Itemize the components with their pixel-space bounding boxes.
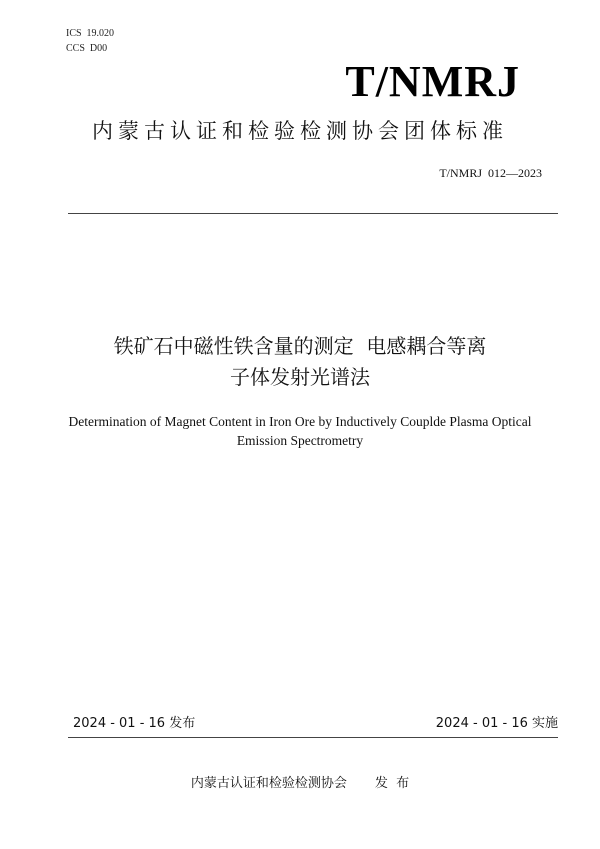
implementation-date: 2024 - 01 - 16 实施 (435, 716, 558, 731)
bottom-divider (68, 737, 558, 738)
chinese-title-line-2: 子体发射光谱法 (230, 365, 370, 389)
english-title-line-2: Emission Spectrometry (236, 433, 364, 448)
english-title-line-1: Determination of Magnet Content in Iron Ore by Inductively Couplde Plasma Optical (68, 414, 532, 429)
publisher-name: 内蒙古认证和检验检测协会 (190, 776, 347, 791)
publisher-action: 发 布 (374, 776, 410, 791)
ics-code: ICS 19.020 (66, 28, 115, 39)
ccs-code: CCS D00 (66, 43, 108, 54)
publisher-line (0, 776, 600, 792)
standard-number: T/NMRJ 012—2023 (439, 166, 542, 180)
organization-title: 内蒙古认证和检验检测协会团体标准 (92, 119, 508, 143)
issue-date: 2024 - 01 - 16 发布 (73, 716, 196, 731)
top-divider (68, 213, 558, 214)
chinese-title-line-1: 铁矿石中磁性铁含量的测定 电感耦合等离 (113, 334, 487, 358)
standard-logo: T/NMRJ (345, 57, 520, 106)
